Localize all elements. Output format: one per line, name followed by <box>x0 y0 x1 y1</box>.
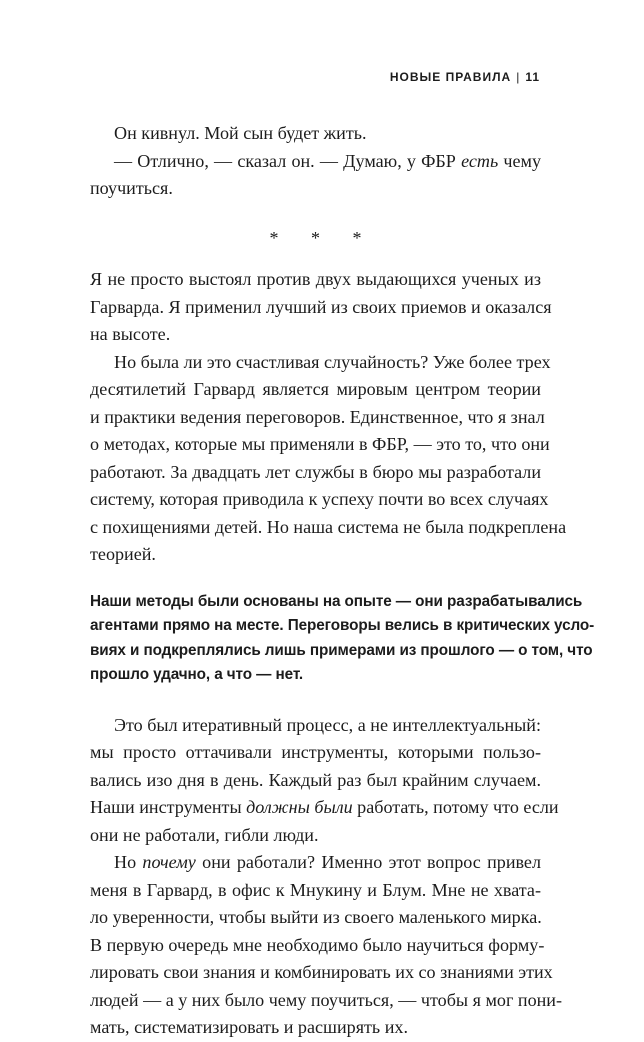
paragraph-4 <box>90 349 567 569</box>
callout-line: прошло удачно, а что — нет. <box>90 666 304 684</box>
text-line: и практики ведения переговоров. Единственное, что я знал <box>90 406 545 427</box>
running-header-title: НОВЫЕ ПРАВИЛА <box>389 70 512 84</box>
text-line: работают. За двадцать лет службы в бюро мы разработали <box>90 461 541 482</box>
text-line: теорией. <box>90 544 156 564</box>
text-line: В первую очередь мне необходимо было научиться форму- <box>90 934 545 955</box>
text-line: лировать свои знания и комбинировать их со знаниями этих <box>90 962 553 983</box>
callout-block <box>90 590 595 688</box>
callout-line: агентами прямо на месте. Переговоры велись в критических усло- <box>90 617 595 635</box>
text-line: Но была ли это счастливая случайность? Уже более трех <box>114 351 551 372</box>
callout-line: Наши методы были основаны на опыте — они разрабатывались <box>90 592 583 610</box>
text-line: о методах, которые мы применяли в ФБР, — это то, что они <box>90 434 550 454</box>
paragraph-5 <box>90 712 559 850</box>
text-line: ло уверенности, чтобы выйти из своего маленького мирка. <box>90 907 542 928</box>
emphasis-text: должны были <box>246 797 353 818</box>
text-line: людей — а у них было чему поучиться, — чтобы я мог пони- <box>90 989 563 1010</box>
paragraph-2 <box>90 148 541 203</box>
text-run: работать, потому что если <box>352 797 559 818</box>
text-line: Гарварда. Я применил лучший из своих приемов и оказался <box>90 296 552 317</box>
text-line: десятилетий Гарвард является мировым центром теории <box>90 379 541 399</box>
paragraph-3 <box>90 266 552 349</box>
text-line: мы просто оттачивали инструменты, которыми пользо- <box>90 742 541 763</box>
page-number: 11 <box>525 70 540 84</box>
text-run: — Отлично, — сказал он. — Думаю, у ФБР <box>114 150 462 171</box>
emphasis-text: есть <box>461 150 499 171</box>
text-line: Это был итеративный процесс, а не интеллектуальный: <box>114 714 541 735</box>
text-line: на высоте. <box>90 324 171 344</box>
page-body <box>90 120 595 1042</box>
text-line: меня в Гарвард, в офис к Мнукину и Блум. Мне не хвата- <box>90 879 541 900</box>
callout-line: виях и подкреплялись лишь примерами из прошлого — о том, что <box>90 641 593 659</box>
text-run: Наши инструменты <box>90 797 247 818</box>
text-line: с похищениями детей. Но наша система не была подкреплена <box>90 516 567 537</box>
text-line: они не работали, гибли люди. <box>90 824 319 845</box>
text-run: они работали? Именно этот вопрос привел <box>195 852 541 873</box>
text-line: систему, которая приводила к успеху почти во всех случаях <box>90 489 549 509</box>
emphasis-text: почему <box>142 852 196 873</box>
text-line: Я не просто выстоял против двух выдающихся ученых из <box>90 269 541 289</box>
text-line <box>90 794 559 822</box>
paragraph-6 <box>90 849 563 1042</box>
text-run: Но <box>114 852 143 873</box>
paragraph-1 <box>90 120 541 148</box>
text-line: вались изо дня в день. Каждый раз был крайним случаем. <box>90 769 541 790</box>
text-line: Он кивнул. Мой сын будет жить. <box>114 123 367 143</box>
running-header-separator: | <box>516 70 521 84</box>
section-separator: * * * <box>269 227 376 248</box>
running-header <box>390 70 540 84</box>
text-line <box>90 849 541 877</box>
text-line: мать, систематизировать и расширять их. <box>90 1017 408 1038</box>
text-run: чему <box>498 150 541 171</box>
text-line <box>90 148 541 176</box>
text-line: поучиться. <box>90 178 173 198</box>
